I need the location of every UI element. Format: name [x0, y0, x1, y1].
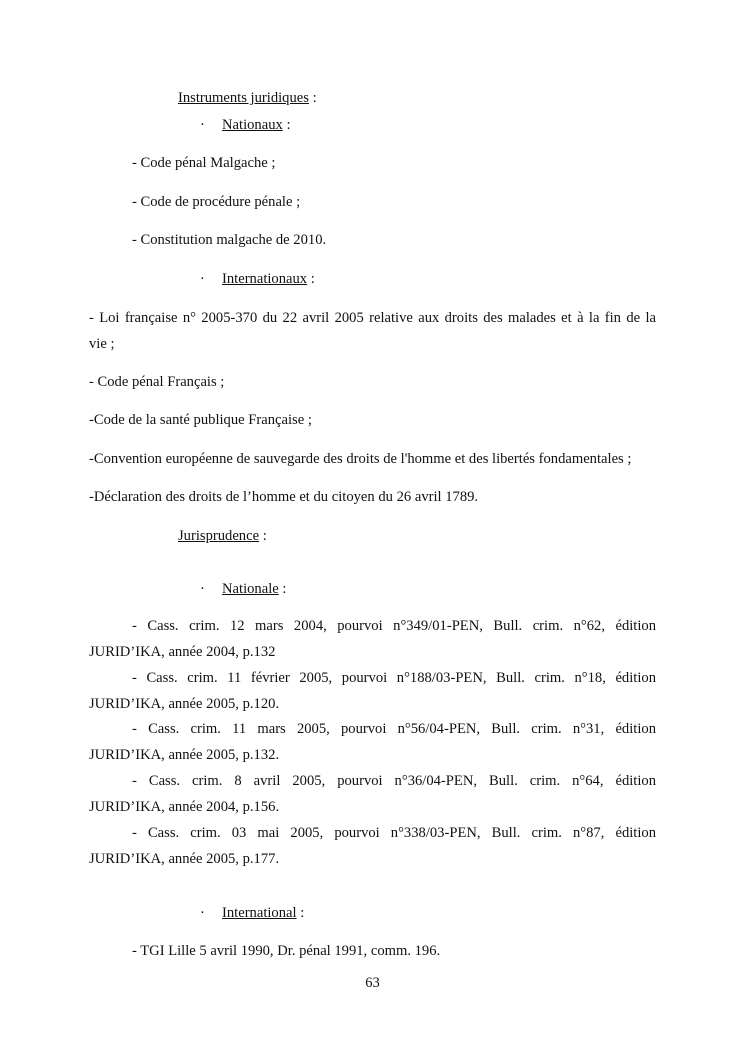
- nationaux-suffix: :: [282, 117, 291, 133]
- nationale-subheading: [200, 580, 286, 598]
- case-line-1: - Cass. crim. 11 février 2005, pourvoi n°188/03-PEN, Bull. crim. n°18, édition: [132, 670, 656, 686]
- instruments-heading-suffix: :: [308, 90, 317, 106]
- international-subheading: [200, 904, 304, 922]
- nationaux-label: Nationaux: [222, 117, 283, 133]
- case-line-2: JURID’IKA, année 2004, p.132: [89, 644, 276, 660]
- nationale-label: Nationale: [222, 581, 279, 597]
- list-item-international-2: -Convention européenne de sauvegarde des droits de l'homme et des libertés fondamentales ;: [89, 451, 632, 467]
- list-item-international-1: -Code de la santé publique Française ;: [89, 412, 312, 428]
- case-line-1: - Cass. crim. 03 mai 2005, pourvoi n°338/03-PEN, Bull. crim. n°87, édition: [132, 825, 656, 841]
- international-suffix: :: [296, 905, 305, 921]
- case-entry: [89, 768, 656, 820]
- jurisprudence-heading-label: Jurisprudence: [178, 528, 260, 544]
- case-line-2: JURID’IKA, année 2005, p.177.: [89, 851, 280, 867]
- list-item-national-2: - Constitution malgache de 2010.: [132, 232, 327, 248]
- case-line-2: JURID’IKA, année 2005, p.120.: [89, 696, 280, 712]
- loi-line-1: - Loi française n° 2005-370 du 22 avril 2005 relative aux droits des malades et à la fin de la: [89, 310, 656, 326]
- case-line-1: - Cass. crim. 8 avril 2005, pourvoi n°36/04-PEN, Bull. crim. n°64, édition: [132, 773, 656, 789]
- internationaux-bullet: ·: [200, 271, 205, 287]
- jurisprudence-heading: [178, 527, 267, 545]
- internationaux-suffix: :: [307, 271, 315, 287]
- nationale-bullet: ·: [200, 581, 205, 597]
- list-item-international-0: - Code pénal Français ;: [89, 374, 225, 390]
- instruments-heading: [178, 89, 317, 107]
- nationaux-subheading: [200, 116, 291, 134]
- internationaux-subheading: [200, 270, 315, 288]
- international-label: International: [222, 905, 297, 921]
- international-bullet: ·: [200, 905, 205, 921]
- case-entry: [89, 665, 656, 717]
- list-item-tgi-lille: - TGI Lille 5 avril 1990, Dr. pénal 1991, comm. 196.: [132, 943, 441, 959]
- nationaux-bullet: ·: [200, 117, 205, 133]
- case-line-1: - Cass. crim. 11 mars 2005, pourvoi n°56/04-PEN, Bull. crim. n°31, édition: [132, 721, 656, 737]
- internationaux-label: Internationaux: [222, 271, 308, 287]
- case-entry: [89, 613, 656, 665]
- case-entry: [89, 820, 656, 872]
- case-line-2: JURID’IKA, année 2005, p.132.: [89, 747, 280, 763]
- case-line-2: JURID’IKA, année 2004, p.156.: [89, 799, 280, 815]
- case-line-1: - Cass. crim. 12 mars 2004, pourvoi n°349/01-PEN, Bull. crim. n°62, édition: [132, 618, 656, 634]
- jurisprudence-heading-suffix: :: [259, 528, 267, 544]
- nationale-suffix: :: [278, 581, 287, 597]
- case-entry: [89, 716, 656, 768]
- instruments-heading-label: Instruments juridiques: [178, 90, 309, 106]
- list-item-national-0: - Code pénal Malgache ;: [132, 155, 276, 171]
- page-number: 63: [365, 975, 380, 991]
- loi-line-2: vie ;: [89, 336, 115, 352]
- loi-francaise-paragraph: [89, 305, 656, 357]
- list-item-international-3: -Déclaration des droits de l’homme et du citoyen du 26 avril 1789.: [89, 489, 479, 505]
- list-item-national-1: - Code de procédure pénale ;: [132, 194, 301, 210]
